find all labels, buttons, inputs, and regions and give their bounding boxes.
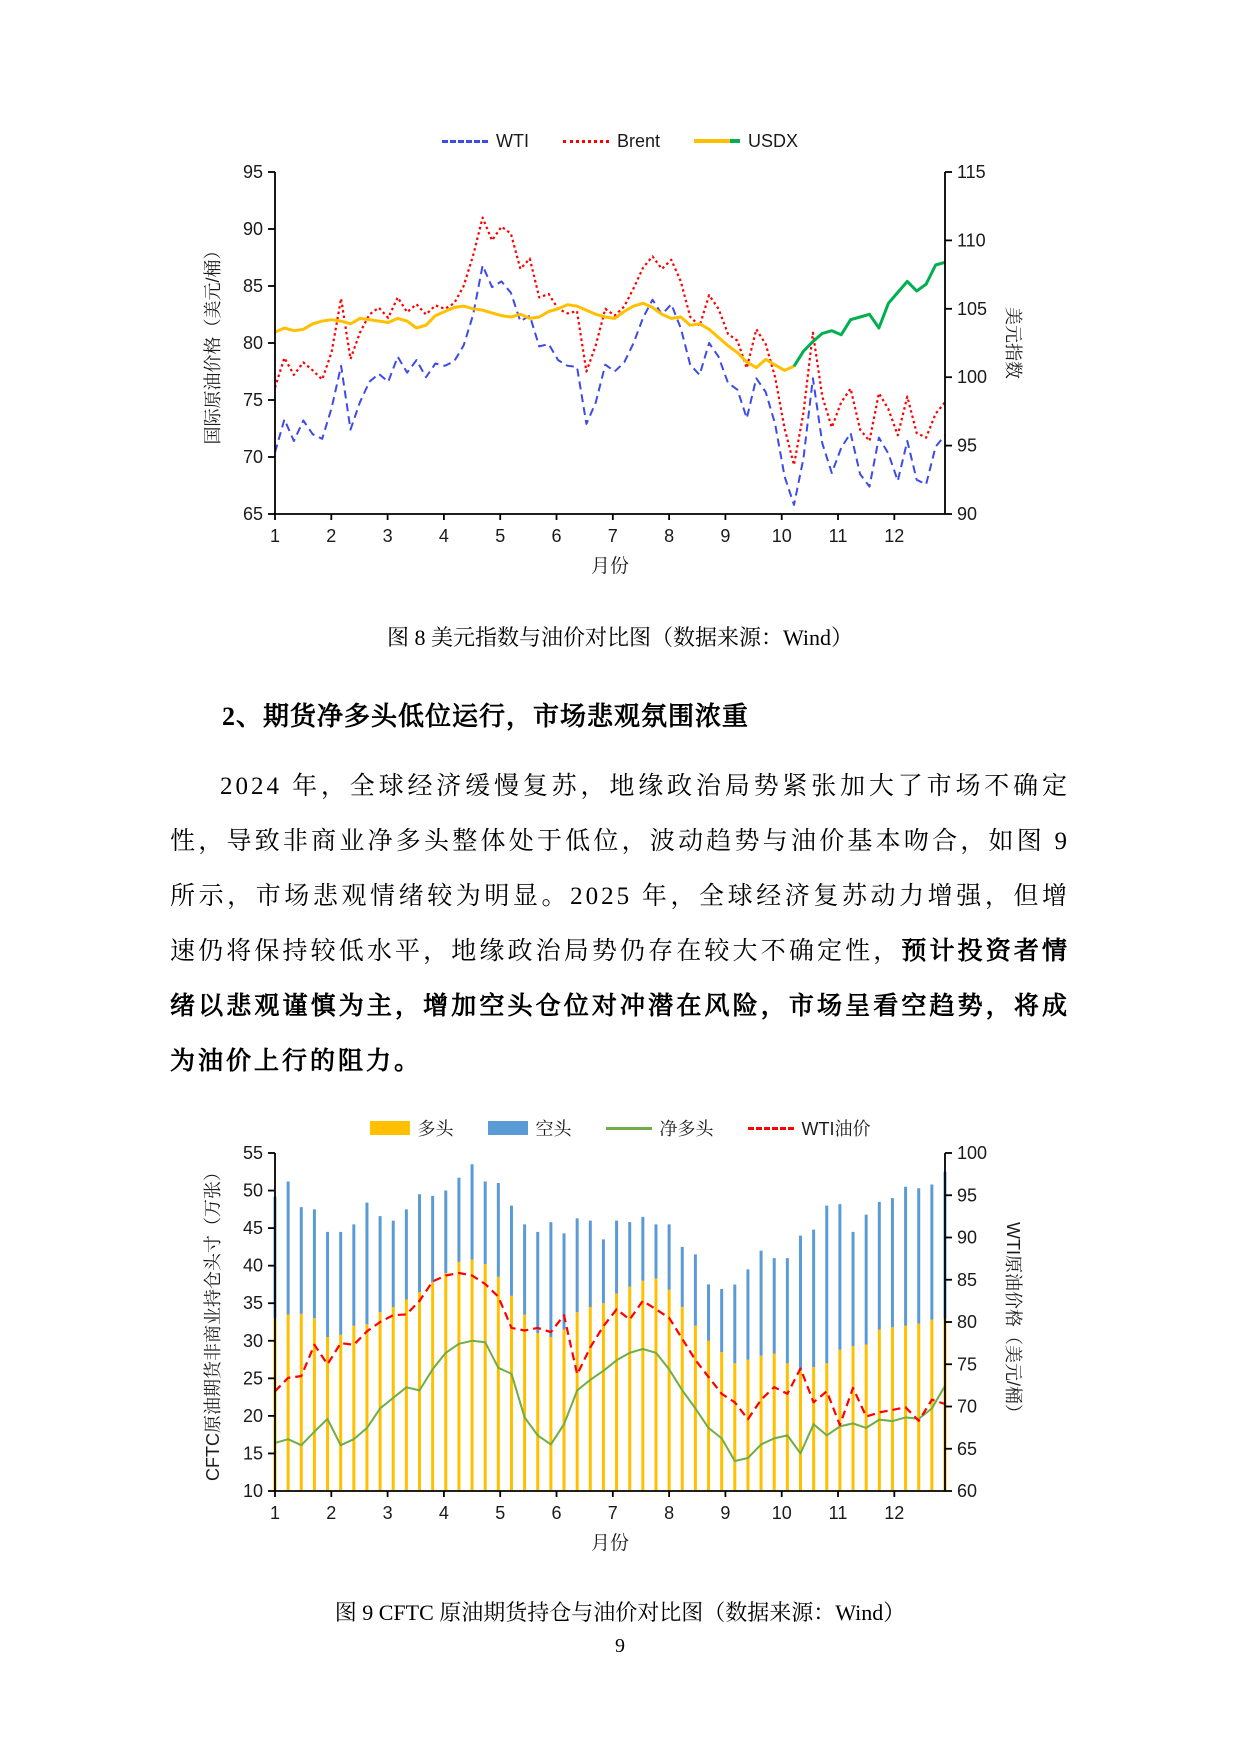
legend-item-fig8-WTI bbox=[442, 131, 529, 152]
legend-item-fig9-多头 bbox=[370, 1115, 454, 1141]
left-axis-title: CFTC原油期货非商业持仓头寸（万张） bbox=[203, 1163, 223, 1481]
left-tick-label: 95 bbox=[242, 162, 263, 182]
x-tick-label: 8 bbox=[664, 526, 675, 546]
right-tick-label: 85 bbox=[957, 1269, 978, 1290]
legend-item-fig9-空头 bbox=[488, 1115, 572, 1141]
right-tick-label: 90 bbox=[957, 504, 978, 524]
x-tick-label: 4 bbox=[438, 526, 449, 546]
legend-item-fig8-Brent bbox=[563, 131, 660, 152]
x-tick-label: 12 bbox=[884, 1503, 905, 1523]
series-WTI bbox=[275, 266, 945, 505]
series-Brent bbox=[275, 218, 945, 465]
axes-frame-partial bbox=[275, 172, 945, 514]
legend-item-fig9-净多头 bbox=[606, 1115, 714, 1141]
x-tick-label: 11 bbox=[828, 1503, 848, 1523]
x-tick-label: 1 bbox=[269, 1503, 281, 1523]
x-tick-label: 4 bbox=[438, 1503, 449, 1523]
x-tick-label: 5 bbox=[495, 1503, 506, 1523]
x-tick-label: 1 bbox=[269, 526, 281, 546]
legend-swatch-净多头 bbox=[606, 1127, 652, 1130]
figure8 bbox=[170, 128, 1070, 652]
left-tick-label: 10 bbox=[242, 1481, 263, 1501]
left-tick-label: 50 bbox=[242, 1180, 263, 1201]
left-tick-label: 75 bbox=[242, 390, 263, 410]
right-tick-label: 65 bbox=[957, 1438, 978, 1459]
x-tick-label: 10 bbox=[771, 526, 792, 546]
figure8-chart-svg bbox=[170, 154, 1070, 606]
legend-label-净多头: 净多头 bbox=[659, 1119, 714, 1139]
x-tick-label: 3 bbox=[382, 1503, 393, 1523]
x-tick-label: 11 bbox=[828, 526, 848, 546]
legend-label-USDX: USDX bbox=[748, 130, 799, 151]
x-tick-label: 7 bbox=[607, 526, 618, 546]
x-tick-label: 2 bbox=[326, 1503, 337, 1523]
x-tick-label: 6 bbox=[551, 526, 562, 546]
page-content bbox=[170, 0, 1070, 1658]
left-tick-label: 15 bbox=[242, 1443, 263, 1464]
right-tick-label: 100 bbox=[957, 367, 988, 388]
right-tick-label: 95 bbox=[957, 1185, 978, 1206]
x-tick-label: 6 bbox=[551, 1503, 562, 1523]
legend-item-fig9-WTI油价 bbox=[748, 1115, 871, 1141]
left-tick-label: 90 bbox=[242, 219, 263, 239]
right-tick-label: 105 bbox=[957, 298, 988, 319]
figure9-caption: 图 9 CFTC 原油期货持仓与油价对比图（数据来源：Wind） bbox=[334, 1600, 906, 1625]
legend-swatch-WTI bbox=[442, 140, 488, 143]
right-tick-label: 75 bbox=[957, 1354, 978, 1375]
left-tick-label: 20 bbox=[242, 1405, 263, 1426]
x-tick-label: 9 bbox=[720, 526, 731, 546]
x-tick-label: 10 bbox=[771, 1503, 792, 1523]
left-tick-label: 35 bbox=[242, 1293, 263, 1314]
legend-swatch-USDX bbox=[694, 139, 740, 143]
right-tick-label: 115 bbox=[957, 162, 986, 182]
paragraph-normal-text: 2024 年，全球经济缓慢复苏，地缘政治局势紧张加大了市场不确定性，导致非商业净多头整体处于低位，波动趋势与油价基本吻合，如图 9 所示，市场悲观情绪较为明显。2025 年，全球经济复苏动力增强，但增速仍将保持较低水平，地缘政治局势仍存在较大不确定性， bbox=[170, 773, 1070, 965]
legend-swatch-多头 bbox=[370, 1121, 410, 1135]
x-axis-title: 月份 bbox=[590, 556, 630, 577]
left-axis-title: 国际原油价格（美元/桶） bbox=[203, 241, 223, 445]
right-tick-label: 60 bbox=[957, 1481, 978, 1501]
right-axis-title: 美元指数 bbox=[1003, 307, 1023, 379]
left-tick-label: 70 bbox=[242, 447, 263, 467]
legend-label-WTI: WTI bbox=[495, 130, 529, 151]
x-tick-label: 7 bbox=[607, 1503, 618, 1523]
legend-label-WTI油价: WTI油价 bbox=[801, 1119, 871, 1139]
right-tick-label: 90 bbox=[957, 1227, 978, 1248]
right-tick-label: 100 bbox=[957, 1143, 988, 1163]
legend-swatch-Brent bbox=[563, 140, 609, 143]
x-tick-label: 3 bbox=[382, 526, 393, 546]
left-tick-label: 25 bbox=[242, 1368, 263, 1389]
left-tick-label: 80 bbox=[242, 333, 263, 353]
section-heading: 2、期货净多头低位运行，市场悲观氛围浓重 bbox=[222, 702, 750, 731]
body-paragraph bbox=[170, 759, 1070, 1089]
series-WTI油价 bbox=[275, 1273, 945, 1425]
x-tick-label: 2 bbox=[326, 526, 337, 546]
page-number: 9 bbox=[615, 1635, 625, 1657]
legend-label-多头: 多头 bbox=[417, 1119, 454, 1139]
right-tick-label: 95 bbox=[957, 435, 978, 456]
series-净多头 bbox=[275, 1341, 945, 1461]
figure8-legend bbox=[170, 128, 1070, 154]
right-tick-label: 70 bbox=[957, 1396, 978, 1417]
left-tick-label: 65 bbox=[242, 504, 263, 524]
x-tick-label: 9 bbox=[720, 1503, 731, 1523]
x-tick-label: 8 bbox=[664, 1503, 675, 1523]
figure9-chart-svg bbox=[170, 1141, 1070, 1581]
right-axis-title: WTI原油价格（美元/桶） bbox=[1003, 1222, 1023, 1422]
left-tick-label: 85 bbox=[242, 276, 263, 296]
x-tick-label: 5 bbox=[495, 526, 506, 546]
x-tick-label: 12 bbox=[884, 526, 905, 546]
figure9 bbox=[170, 1115, 1070, 1627]
left-tick-label: 45 bbox=[242, 1218, 263, 1239]
series-USDX bbox=[275, 303, 794, 370]
legend-swatch-空头 bbox=[488, 1121, 528, 1135]
left-tick-label: 30 bbox=[242, 1330, 263, 1351]
legend-swatch-WTI油价 bbox=[748, 1127, 794, 1130]
left-tick-label: 40 bbox=[242, 1255, 263, 1276]
legend-label-Brent: Brent bbox=[616, 130, 660, 151]
right-tick-label: 80 bbox=[957, 1312, 978, 1332]
axes-frame-partial bbox=[275, 1153, 945, 1491]
figure9-legend bbox=[170, 1115, 1070, 1141]
right-tick-label: 110 bbox=[957, 230, 986, 251]
figure8-caption: 图 8 美元指数与油价对比图（数据来源：Wind） bbox=[387, 625, 853, 650]
legend-item-fig8-USDX bbox=[694, 131, 798, 152]
left-tick-label: 55 bbox=[242, 1143, 263, 1163]
x-axis-title: 月份 bbox=[590, 1533, 630, 1554]
legend-label-空头: 空头 bbox=[535, 1119, 572, 1139]
paragraph-bold-text: 预计投资者情绪以悲观谨慎为主，增加空头仓位对冲潜在风险，市场呈看空趋势，将成为油价上行的阻力。 bbox=[170, 938, 1070, 1075]
